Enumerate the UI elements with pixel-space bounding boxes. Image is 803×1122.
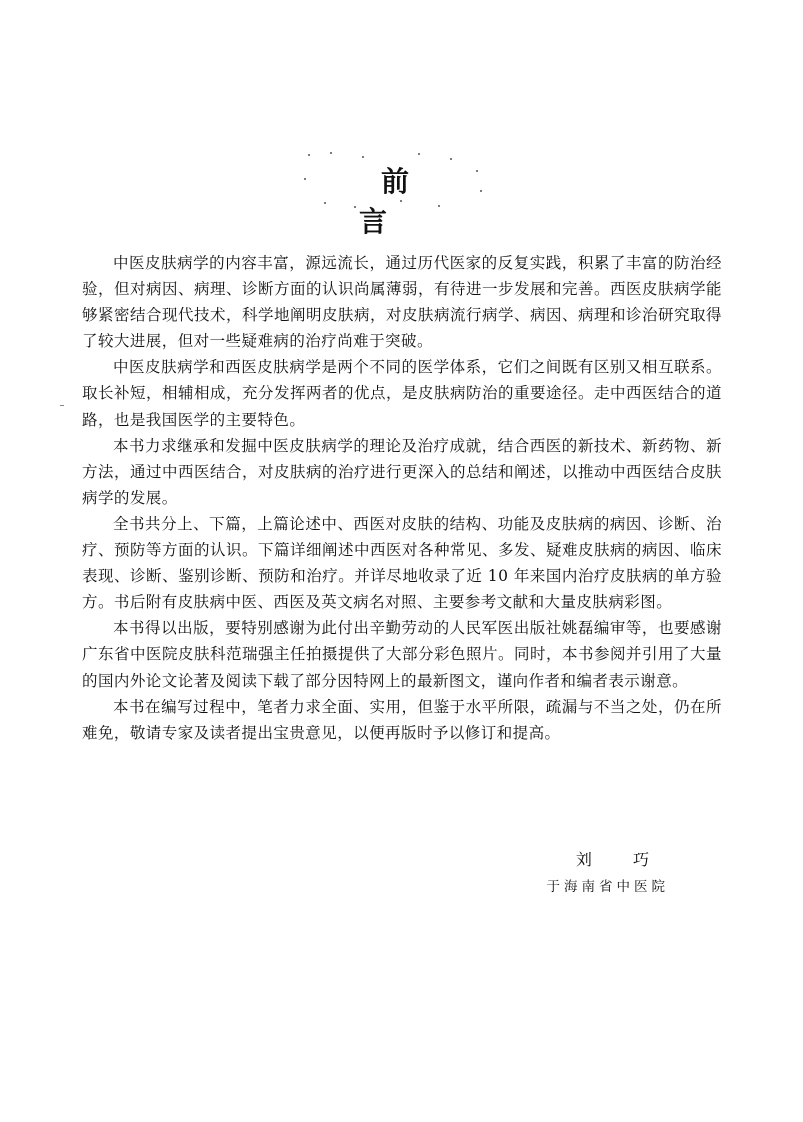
paragraph: 本书在编写过程中，笔者力求全面、实用，但鉴于水平所限，疏漏与不当之处，仍在所难免，敬请专家及读者提出宝贵意见，以便再版时予以修订和提高。 xyxy=(82,697,722,742)
author-name: 刘 巧 xyxy=(575,850,667,869)
paragraph: 本书力求继承和发掘中医皮肤病学的理论及治疗成就，结合西医的新技术、新药物、新方法，通过中西医结合，对皮肤病的治疗进行更深入的总结和阐述，以推动中西医结合皮肤病学的发展。 xyxy=(82,436,722,507)
author-location: 于海南省中医院 xyxy=(546,879,669,895)
signature-block xyxy=(547,847,670,901)
paragraph: 全书共分上、下篇，上篇论述中、西医对皮肤的结构、功能及皮肤病的病因、诊断、治疗、预防等方面的认识。下篇详细阐述中西医对各种常见、多发、疑难皮肤病的病因、临床表现、诊断、鉴别诊断、预防和治疗。并详尽地收录了近 10 年来国内治疗皮肤病的单方验方。书后附有皮肤病中医、西医及英文病名对照、主要参考文献和大量皮肤病彩图。 xyxy=(82,514,722,612)
margin-mark xyxy=(60,405,64,406)
print-speck xyxy=(418,153,420,155)
paragraph: 中医皮肤病学的内容丰富，源远流长，通过历代医家的反复实践，积累了丰富的防治经验，但对病因、病理、诊断方面的认识尚属薄弱，有待进一步发展和完善。西医皮肤病学能够紧密结合现代技术，科学地阐明皮肤病，对皮肤病流行病学、病因、病理和诊治研究取得了较大进展，但对一些疑难病的治疗尚难于突破。 xyxy=(82,254,722,351)
print-speck xyxy=(330,152,332,154)
print-speck xyxy=(362,156,364,158)
paragraph: 中医皮肤病学和西医皮肤病学是两个不同的医学体系，它们之间既有区别又相互联系。取长补短，相辅相成，充分发挥两者的优点，是皮肤病防治的重要途径。走中西医结合的道路，也是我国医学的主要特色。 xyxy=(82,358,722,429)
preface-heading xyxy=(300,150,490,238)
preface-body xyxy=(82,250,722,746)
paragraph: 本书得以出版，要特别感谢为此付出辛勤劳动的人民军医出版社姚磊编审等，也要感谢广东省中医院皮肤科范瑞强主任拍摄提供了大部分彩色照片。同时，本书参阅并引用了大量的国内外论文论著及阅读下载了部分因特网上的最新图文，谨向作者和编者表示谢意。 xyxy=(82,619,722,690)
preface-title: 前 言 xyxy=(358,165,453,238)
print-speck xyxy=(308,154,310,156)
